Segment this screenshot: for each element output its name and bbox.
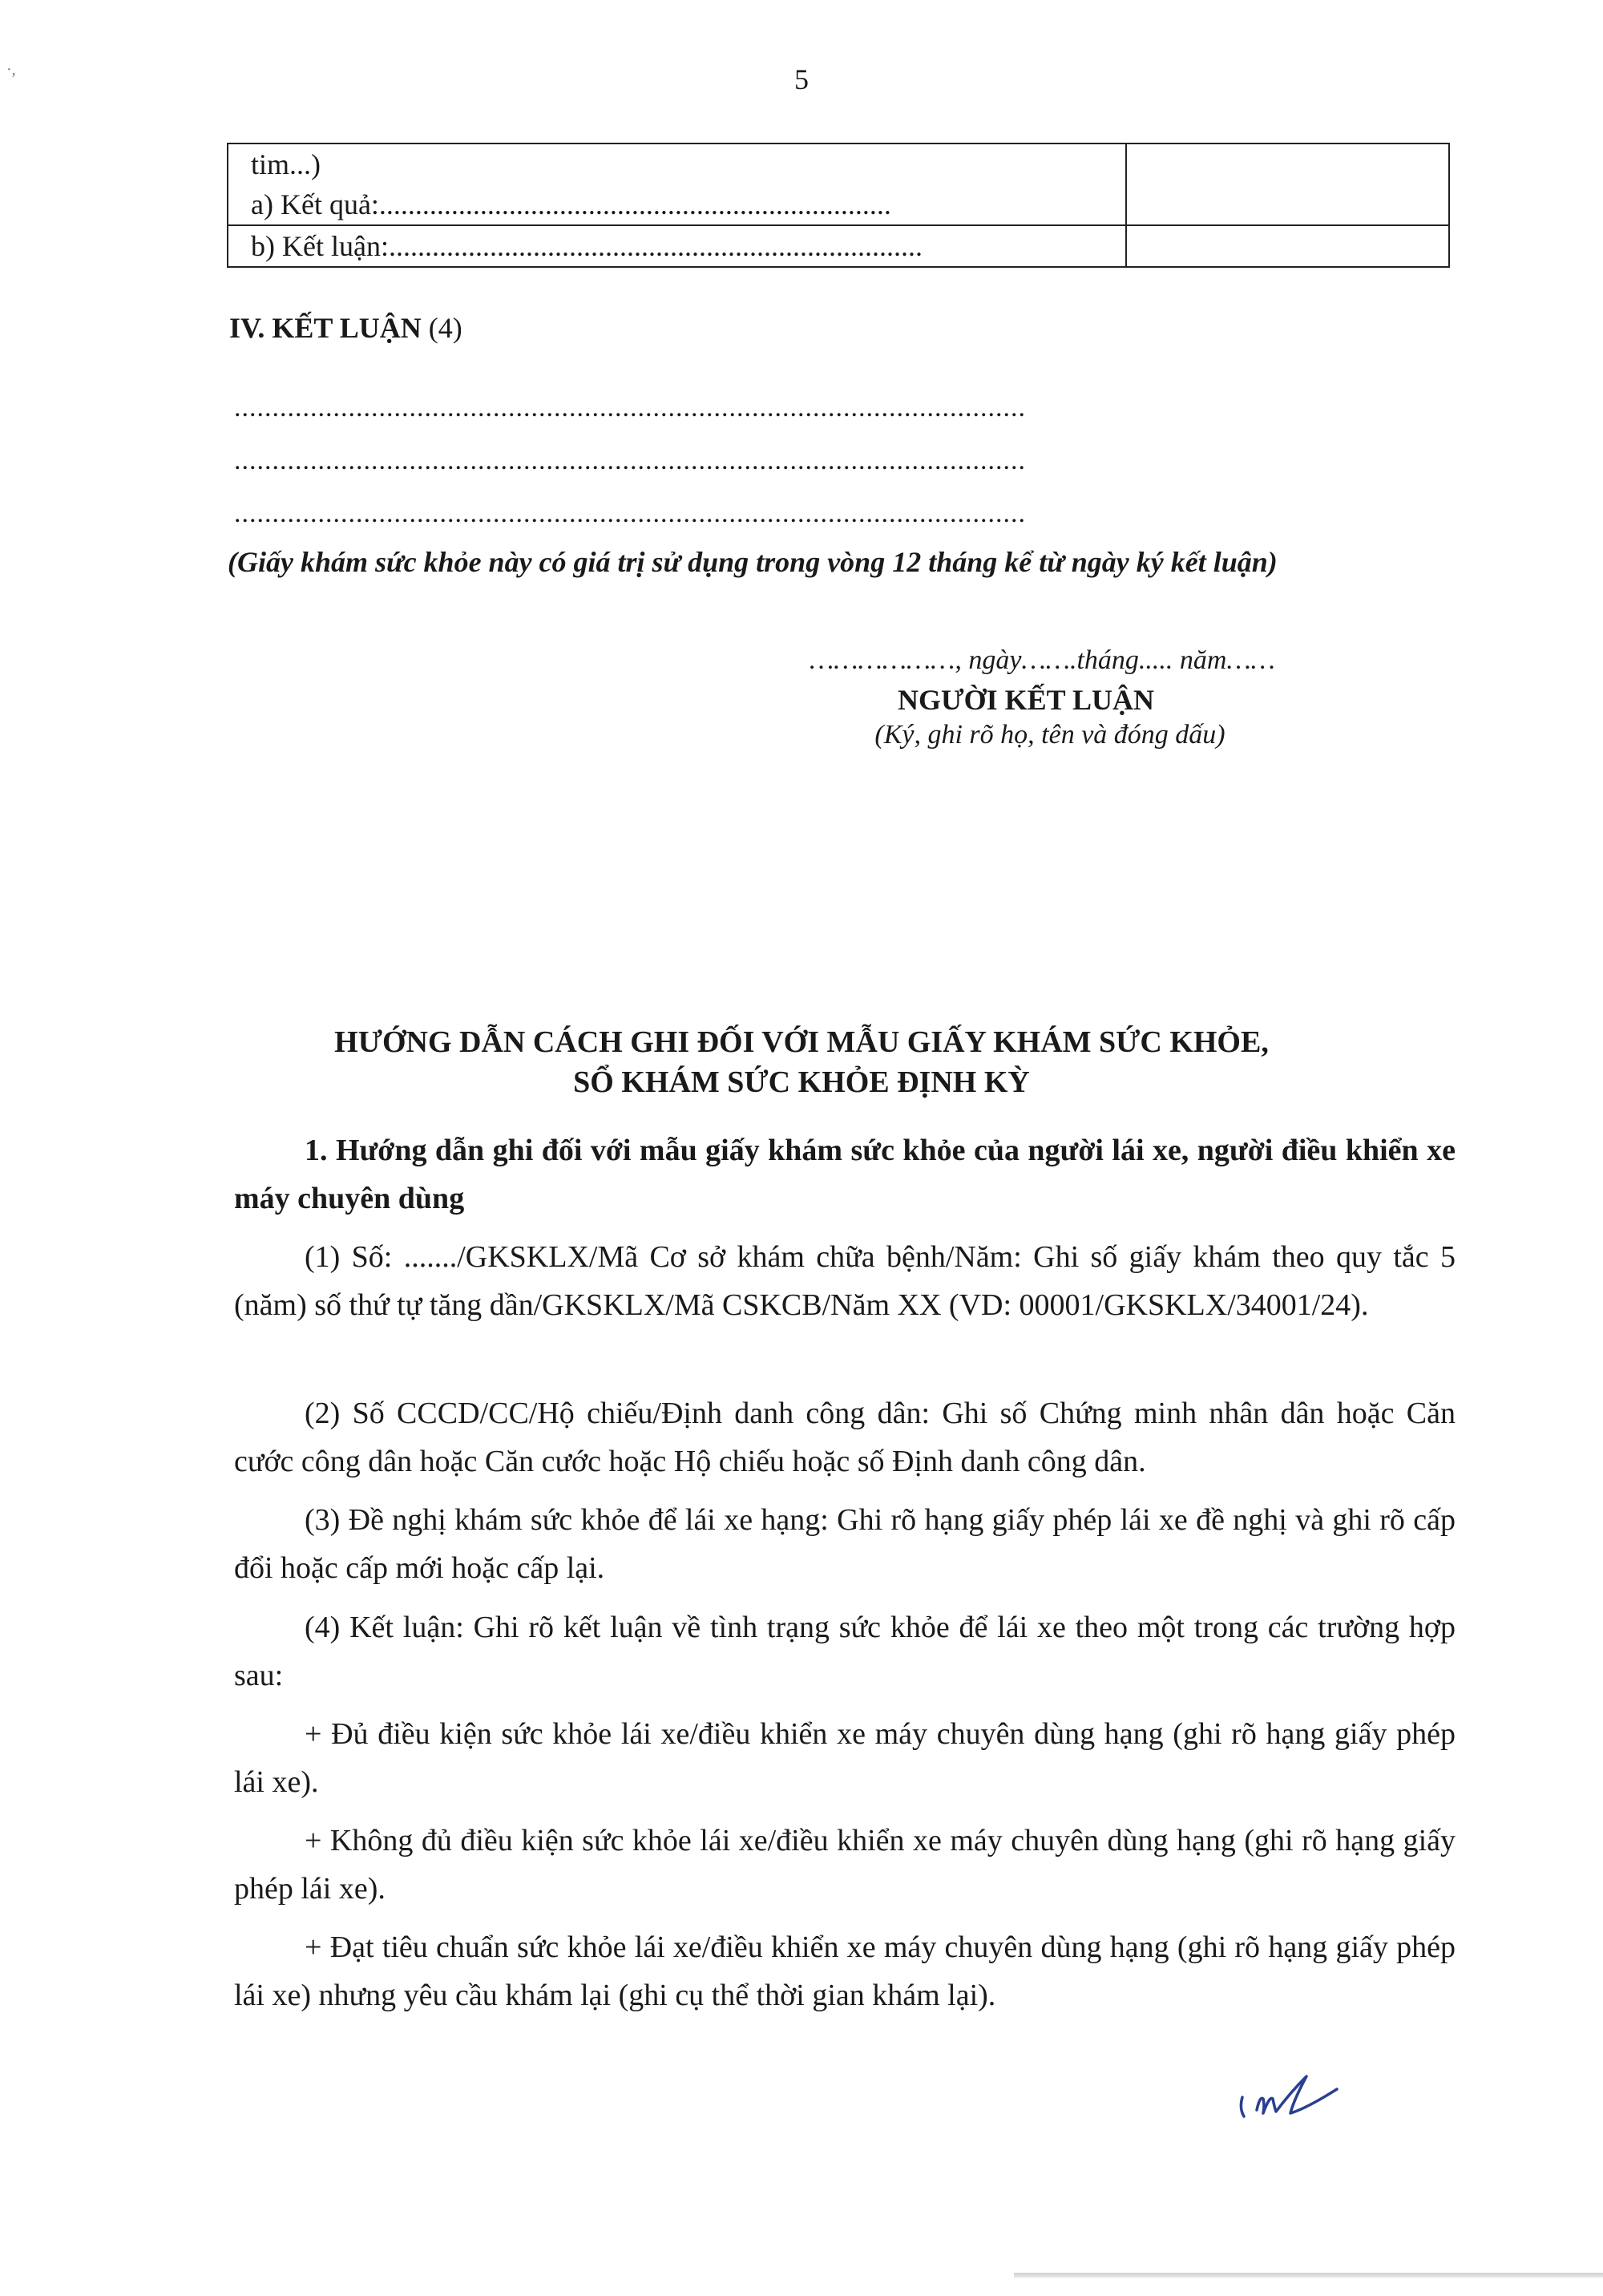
validity-note: (Giấy khám sức khỏe này có giá trị sử dụng trong vòng 12 tháng kể từ ngày ký kết luận) [228,546,1278,578]
section-heading-conclusion [229,311,462,345]
table-row [228,144,1449,225]
conclusion-field: b) Kết luận:.......................................................................... [251,230,923,262]
exam-result-table [227,143,1450,268]
signature-title: NGƯỜI KẾT LUẬN [897,684,1155,716]
guide-title-line1: HƯỚNG DẪN CÁCH GHI ĐỐI VỚI MẪU GIẤY KHÁM SỨC KHỎE, [334,1025,1269,1059]
guide-bullet-3: + Đạt tiêu chuẩn sức khỏe lái xe/điều khiển xe máy chuyên dùng hạng (ghi rõ hạng giấy phép lái xe) nhưng yêu cầu khám lại (ghi cụ thể thời gian khám lại). [234,1930,1456,2012]
dotted-line: ........................................................................................................ [234,393,1026,422]
guide-paragraph-4: (4) Kết luận: Ghi rõ kết luận về tình trạng sức khỏe để lái xe theo một trong các trường hợp sau: [234,1611,1456,1692]
guide-bullet-1: + Đủ điều kiện sức khỏe lái xe/điều khiển xe máy chuyên dùng hạng (ghi rõ hạng giấy phép lái xe). [234,1717,1456,1799]
section-heading-text: IV. KẾT LUẬN [229,312,422,344]
guide-paragraph-3: (3) Đề nghị khám sức khỏe để lái xe hạng: Ghi rõ hạng giấy phép lái xe đề nghị và ghi rõ cấp đổi hoặc cấp mới hoặc cấp lại. [234,1503,1456,1585]
stray-scan-mark: ·, [6,61,16,79]
section1-heading: 1. Hướng dẫn ghi đối với mẫu giấy khám sức khỏe của người lái xe, người điều khiển xe máy chuyên dùng [234,1134,1456,1215]
signature-note: (Ký, ghi rõ họ, tên và đóng dấu) [874,720,1225,750]
guide-title-line2: SỔ KHÁM SỨC KHỎE ĐỊNH KỲ [573,1065,1030,1099]
guide-paragraph-2: (2) Số CCCD/CC/Hộ chiếu/Định danh công dân: Ghi số Chứng minh nhân dân hoặc Căn cước công dân hoặc Căn cước hoặc Hộ chiếu hoặc số Định danh công dân. [234,1397,1456,1478]
result-field: a) Kết quả:....................................................................... [251,188,891,220]
dotted-line: ........................................................................................................ [234,446,1026,475]
table-cell-doctor [1126,144,1449,225]
scan-edge-line [1014,2273,1603,2278]
table-cell-doctor [1126,225,1449,267]
dotted-line: ........................................................................................................ [234,499,1026,528]
handwritten-initials-mark [1234,2060,1347,2124]
table-cell-content [228,144,1126,225]
table-row [228,225,1449,267]
guide-bullet-2: + Không đủ điều kiện sức khỏe lái xe/điều khiển xe máy chuyên dùng hạng (ghi rõ hạng giấy phép lái xe). [234,1824,1456,1906]
table-cell-content [228,225,1126,267]
section-heading-ref: (4) [428,312,462,344]
signature-date-line: ………………, ngày…….tháng..... năm…… [810,645,1275,675]
page-number: 5 [794,63,809,95]
guide-paragraph-1: (1) Số: ......./GKSKLX/Mã Cơ sở khám chữa bệnh/Năm: Ghi số giấy khám theo quy tắc 5 (năm) số thứ tự tăng dần/GKSKLX/Mã CSKCB/Năm XX (VD: 00001/GKSKLX/34001/24). [234,1240,1456,1322]
table-line-tim: tim...) [251,148,321,180]
